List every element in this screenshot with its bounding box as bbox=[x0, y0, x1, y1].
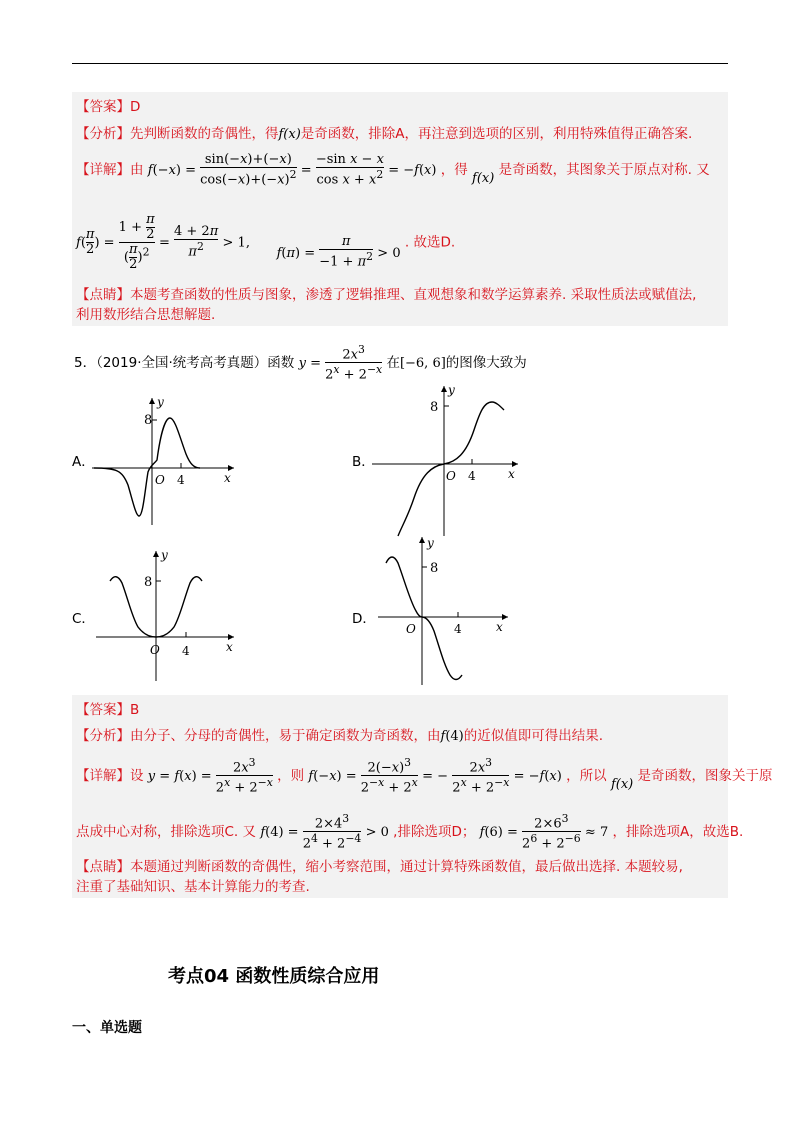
comment-line-2: 注重了基础知识、基本计算能力的考查. bbox=[76, 879, 310, 895]
header-rule bbox=[72, 63, 728, 64]
y-axis-label: y bbox=[427, 536, 434, 550]
graph-b[interactable] bbox=[368, 380, 528, 540]
comment-line-1: 【点睛】本题考查函数的性质与图象，渗透了逻辑推理、直观想象和数学运算素养. 采取性质法或赋值法, bbox=[76, 287, 697, 303]
detail-line-2: f( $\frac{\pi}{2}$ ) = 1 + $\frac{\pi}{2}$ ( $\frac{\pi}{2}$ )$^2$ = $\frac{4 + 2\pi}{\pi^2}$ > 1, f(π) = $\frac{\pi}{-1 + \pi^2}$ > 0 . 故选D. bbox=[76, 212, 456, 272]
graph-c[interactable] bbox=[92, 545, 252, 685]
x-axis-label: x bbox=[224, 471, 231, 485]
detail-line-1: 【详解】由 f(−x) = $\frac{\sin(-x)+(-x)}{\cos(-x)+(-x)^2}$ = $\frac{\text{−sin x − x}}{\cos x + x^2}$ = −f(x) ，得 f(x) 是奇函数，其图象关于原点对称. 又 bbox=[76, 151, 710, 188]
y-tick-label: 8 bbox=[144, 413, 153, 428]
origin-label: O bbox=[155, 473, 165, 487]
comment-line-2: 利用数形结合思想解题. bbox=[76, 307, 216, 323]
answer-line: 【答案】D bbox=[76, 99, 141, 115]
curve-d bbox=[386, 557, 462, 680]
analysis-line: 【分析】由分子、分母的奇偶性，易于确定函数为奇函数，由f(4)的近似值即可得出结果. bbox=[76, 728, 604, 744]
y-axis-label: y bbox=[161, 548, 168, 562]
analysis-line: 【分析】先判断函数的奇偶性，得f(x)是奇函数，排除A，再注意到选项的区别，利用特殊值得正确答案. bbox=[76, 126, 693, 142]
detail-line-2: 点成中心对称，排除选项C. 又 f(4) = $\frac{2\times 4^3}{2^4 + 2^{-4}}$ > 0 ,排除选项D； f(6) = $\frac{2\times 6^3}{2^6 + 2^{-6}}$ ≈ 7 ，排除选项A，故选B. bbox=[76, 812, 744, 852]
x-tick-label: 4 bbox=[468, 469, 476, 483]
y-tick-label: 8 bbox=[430, 400, 439, 415]
answer-line: 【答案】B bbox=[76, 702, 140, 718]
x-tick-label: 4 bbox=[177, 473, 185, 487]
curve-a bbox=[94, 418, 200, 516]
comment-line-1: 【点睛】本题通过判断函数的奇偶性，缩小考察范围，通过计算特殊函数值，最后做出选择. 本题较易, bbox=[76, 859, 683, 875]
x-axis-label: x bbox=[226, 640, 233, 654]
x-tick-label: 4 bbox=[182, 644, 190, 658]
detail-line-1: 【详解】设 y = f(x) = $\frac{2x^3}{2^x + 2^{-x}}$ ，则 f(−x) = $\frac{2(-x)^3}{2^{-x} + 2^x}$ = − $\frac{2x^3}{2^x + 2^{-x}}$ = −f(x) ，所以 f(x) 是奇函数，图象关于原 bbox=[76, 756, 773, 796]
option-d-label[interactable]: D． bbox=[352, 611, 376, 627]
question-5: 5．（2019·全国·统考高考真题）函数 y = $\frac{2x^3}{2^x + 2^{-x}}$ 在[−6, 6]的图像大致为 bbox=[74, 343, 527, 383]
origin-label: O bbox=[406, 622, 416, 636]
option-c-label[interactable]: C． bbox=[72, 611, 95, 627]
origin-label: O bbox=[150, 643, 160, 657]
graph-d[interactable] bbox=[374, 535, 534, 695]
x-axis-label: x bbox=[496, 620, 503, 634]
y-axis-label: y bbox=[157, 395, 164, 409]
option-b-label[interactable]: B． bbox=[352, 454, 375, 470]
y-axis-label: y bbox=[448, 383, 455, 397]
subsection-title: 一、单选题 bbox=[72, 1020, 142, 1036]
x-tick-label: 4 bbox=[454, 622, 462, 636]
section-heading: 考点04 函数性质综合应用 bbox=[168, 966, 380, 987]
origin-label: O bbox=[446, 469, 456, 483]
y-tick-label: 8 bbox=[144, 575, 153, 590]
y-tick-label: 8 bbox=[430, 561, 439, 576]
graph-a[interactable] bbox=[88, 390, 248, 530]
x-axis-label: x bbox=[508, 467, 515, 481]
option-a-label[interactable]: A． bbox=[72, 454, 95, 470]
